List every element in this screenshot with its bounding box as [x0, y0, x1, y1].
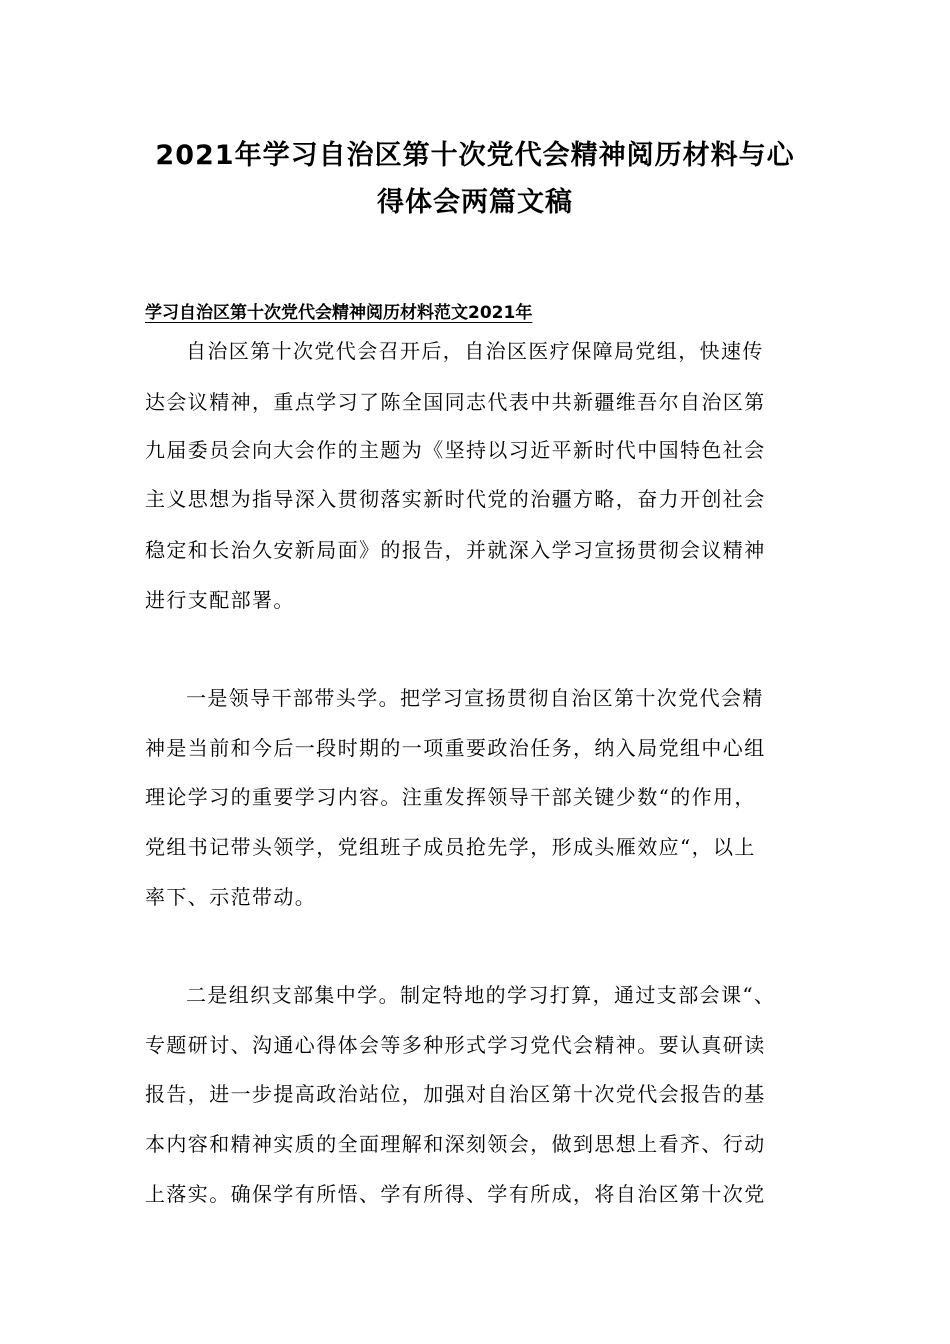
paragraph-line: 率下、示范带动。: [145, 885, 317, 909]
paragraph-line: 神是当前和今后一段时期的一项重要政治任务，纳入局党组中心组: [145, 736, 766, 760]
paragraph-line: 稳定和长治久安新局面》的报告，并就深入学习宣扬贯彻会议精神: [145, 538, 766, 562]
paragraph-line: 自治区第十次党代会召开后，自治区医疗保障局党组，快速传: [186, 339, 764, 363]
paragraph-line: 一是领导干部带头学。把学习宣扬贯彻自治区第十次党代会精: [186, 686, 764, 710]
paragraph-line: 上落实。确保学有所悟、学有所得、学有所成，将自治区第十次党: [145, 1182, 766, 1206]
paragraph-line: 本内容和精神实质的全面理解和深刻领会，做到思想上看齐、行动: [145, 1132, 766, 1156]
document-title-line-1: 2021年学习自治区第十次党代会精神阅历材料与心: [155, 140, 795, 171]
paragraph-line: 九届委员会向大会作的主题为《坚持以习近平新时代中国特色社会: [145, 438, 766, 462]
paragraph-line: 进行支配部署。: [145, 588, 295, 612]
paragraph-line: 理论学习的重要学习内容。注重发挥领导干部关键少数“的作用，: [145, 785, 756, 809]
paragraph-line: 二是组织支部集中学。制定特地的学习打算，通过支部会课“、: [186, 983, 776, 1007]
section-subheading: 学习自治区第十次党代会精神阅历材料范文2021年: [145, 303, 533, 323]
paragraph-line: 专题研讨、沟通心得体会等多种形式学习党代会精神。要认真研读: [145, 1033, 766, 1057]
paragraph-line: 主义思想为指导深入贯彻落实新时代党的治疆方略，奋力开创社会: [145, 487, 766, 511]
paragraph-line: 达会议精神，重点学习了陈全国同志代表中共新疆维吾尔自治区第: [145, 390, 766, 414]
paragraph-line: 报告，进一步提高政治站位，加强对自治区第十次党代会报告的基: [145, 1082, 766, 1106]
document-title-line-2: 得体会两篇文稿: [377, 187, 573, 218]
paragraph-line: 党组书记带头领学，党组班子成员抢先学，形成头雁效应“，以上: [145, 835, 756, 859]
